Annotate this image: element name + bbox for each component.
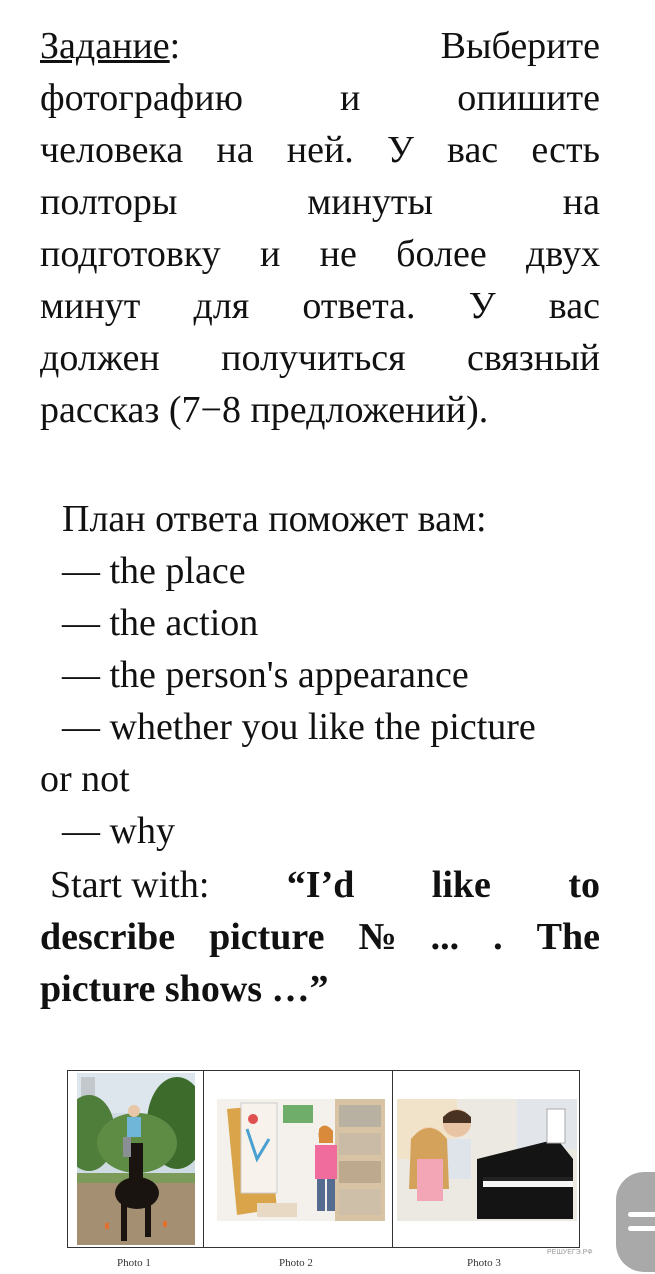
task-line-5: подготовку и не более двух [40, 233, 600, 275]
plan-item: — the place [62, 550, 246, 592]
photo-3-image [397, 1099, 577, 1221]
task-line-7: должен получиться связный [40, 337, 600, 379]
start-prefix: Start with: [50, 864, 210, 906]
task-line-8: рассказ (7−8 предложений). [40, 389, 489, 431]
plan-item: — whether you like the picture [62, 706, 536, 748]
task-line-2: фотографию и опишите [40, 77, 600, 119]
plan-item-continuation: or not [40, 758, 130, 800]
start-line-2: describe picture № ... . The [40, 916, 600, 958]
photo-2-cell[interactable] [203, 1071, 391, 1247]
plan-item: — the action [62, 602, 259, 644]
photo-2-image [217, 1099, 385, 1221]
photo-3-caption: Photo 3 [467, 1257, 501, 1269]
task-line-4: полторы минуты на [40, 181, 600, 223]
photo-1-cell[interactable] [68, 1071, 203, 1247]
task-line-3: человека на ней. У вас есть [40, 129, 600, 171]
photo-3-cell[interactable] [392, 1071, 579, 1247]
grip-line [628, 1212, 655, 1217]
task-label: Задание: [40, 25, 181, 67]
task-paragraph [40, 20, 600, 436]
task-line-1 [40, 20, 600, 72]
photo-1-image [77, 1073, 195, 1245]
scroll-handle[interactable] [616, 1172, 655, 1272]
photo-2-caption: Photo 2 [279, 1257, 313, 1269]
watermark: РЕШУЕГЭ.РФ [547, 1249, 593, 1256]
answer-plan [40, 493, 600, 857]
grip-line [628, 1226, 655, 1231]
start-line-3: picture shows …” [40, 968, 329, 1010]
start-with-text [40, 859, 600, 1015]
task-line-6: минут для ответа. У вас [40, 285, 600, 327]
plan-heading: План ответа поможет вам: [62, 498, 487, 540]
photos-table [67, 1070, 580, 1248]
plan-item: — why [62, 810, 175, 852]
photo-1-caption: Photo 1 [117, 1257, 151, 1269]
plan-item: — the person's appearance [62, 654, 469, 696]
start-line-1: Start with: “I’d like to [40, 859, 600, 911]
task-word: Выберите [440, 25, 600, 67]
